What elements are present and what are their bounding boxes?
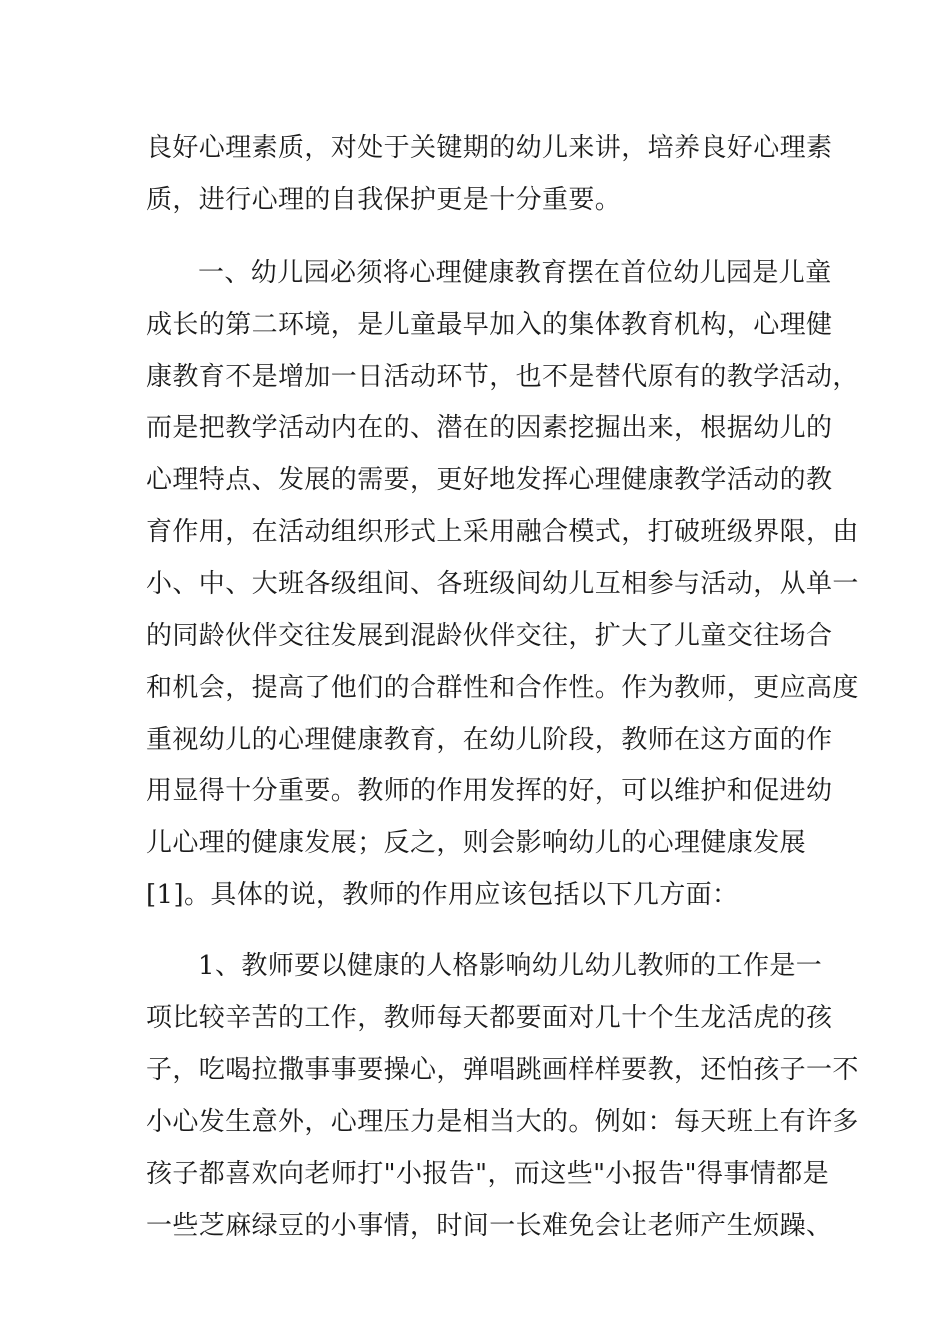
text-line: 小、中、大班各级组间、各班级间幼儿互相参与活动，从单一 (146, 569, 859, 599)
text-line: 而是把教学活动内在的、潜在的因素挖掘出来，根据幼儿的 (146, 413, 833, 443)
text-line: 的同龄伙伴交往发展到混龄伙伴交往，扩大了儿童交往场合 (146, 621, 833, 651)
text-line: 孩子都喜欢向老师打"小报告"，而这些"小报告"得事情都是 (146, 1159, 830, 1189)
text-line: 康教育不是增加一日活动环节，也不是替代原有的教学活动， (146, 362, 859, 392)
text-line: 一些芝麻绿豆的小事情，时间一长难免会让老师产生烦躁、 (146, 1211, 833, 1241)
text-line: 儿心理的健康发展；反之，则会影响幼儿的心理健康发展 (146, 828, 807, 858)
text-line: 项比较辛苦的工作，教师每天都要面对几十个生龙活虎的孩 (146, 1003, 833, 1033)
text-line: 质，进行心理的自我保护更是十分重要。 (146, 185, 622, 215)
text-line: [1]。具体的说，教师的作用应该包括以下几方面： (146, 880, 739, 910)
text-line: 和机会，提高了他们的合群性和合作性。作为教师，更应高度 (146, 673, 859, 703)
paragraph-first-line: 1、教师要以健康的人格影响幼儿幼儿教师的工作是一 (198, 951, 823, 981)
text-line: 育作用，在活动组织形式上采用融合模式，打破班级界限，由 (146, 517, 859, 547)
paragraph-first-line: 一、幼儿园必须将心理健康教育摆在首位幼儿园是儿童 (198, 258, 832, 288)
text-line: 心理特点、发展的需要，更好地发挥心理健康教学活动的教 (146, 465, 833, 495)
text-line: 小心发生意外，心理压力是相当大的。例如：每天班上有许多 (146, 1107, 859, 1137)
text-line: 重视幼儿的心理健康教育，在幼儿阶段，教师在这方面的作 (146, 725, 833, 755)
text-line: 良好心理素质，对处于关键期的幼儿来讲，培养良好心理素 (146, 133, 833, 163)
text-line: 子，吃喝拉撒事事要操心，弹唱跳画样样要教，还怕孩子一不 (146, 1055, 859, 1085)
text-line: 用显得十分重要。教师的作用发挥的好，可以维护和促进幼 (146, 776, 833, 806)
text-line: 成长的第二环境，是儿童最早加入的集体教育机构，心理健 (146, 310, 833, 340)
